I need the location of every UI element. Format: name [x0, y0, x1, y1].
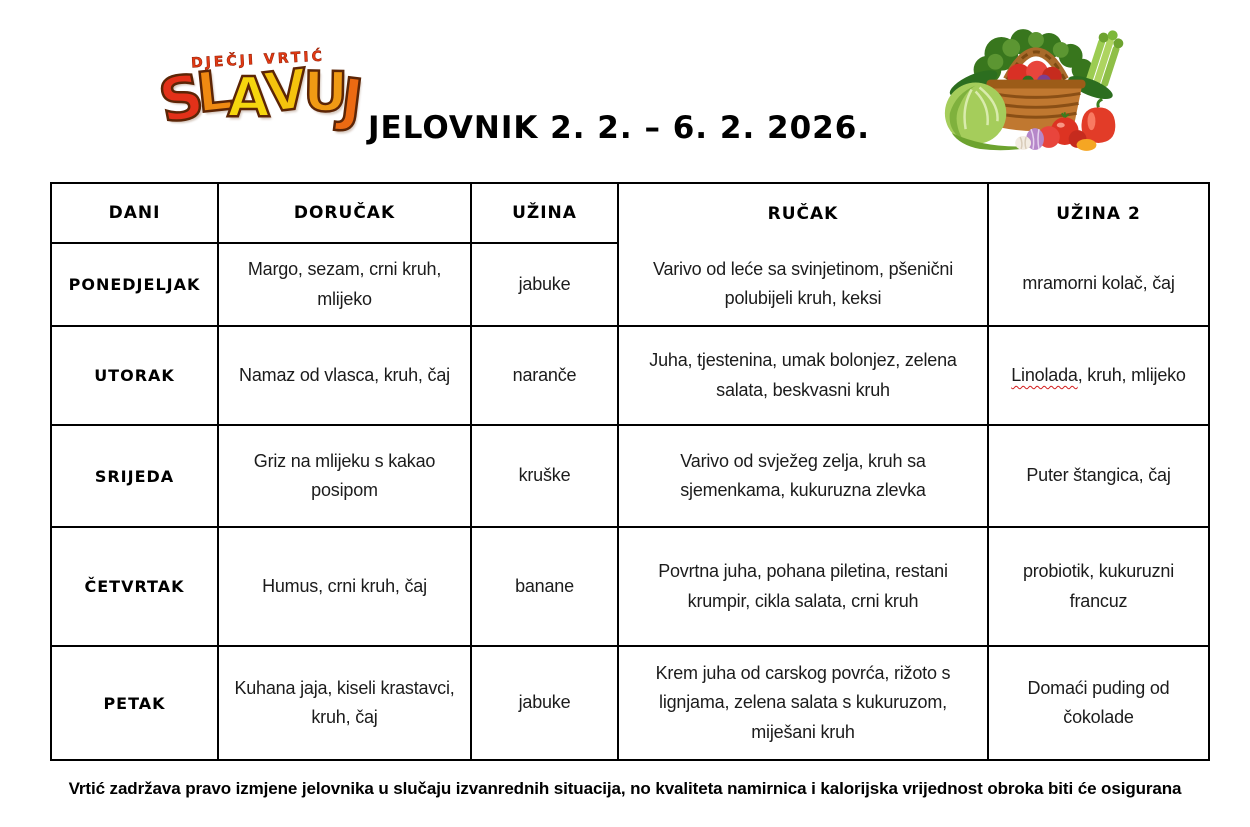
menu-cell-uzina2: Domaći puding od čokolade: [988, 646, 1209, 760]
menu-cell-dorucak: Margo, sezam, crni kruh, mlijeko: [218, 243, 471, 326]
menu-cell-uzina2: mramorni kolač, čaj: [988, 243, 1209, 326]
col-header-rucak: RUČAK: [618, 183, 988, 243]
logo-letter: A: [227, 65, 266, 130]
logo-letter: V: [261, 57, 307, 126]
day-label: UTORAK: [51, 326, 218, 425]
menu-cell-uzina2: probiotik, kukuruzni francuz: [988, 527, 1209, 646]
logo-letter: J: [337, 64, 362, 135]
logo-subtitle: DJEČJI VRTIĆ: [190, 48, 326, 72]
day-label: ČETVRTAK: [51, 527, 218, 646]
menu-cell-rucak: Juha, tjestenina, umak bolonjez, zelena salata, beskvasni kruh: [618, 326, 988, 425]
menu-cell-uzina: jabuke: [471, 646, 618, 760]
menu-cell-dorucak: Kuhana jaja, kiseli krastavci, kruh, čaj: [218, 646, 471, 760]
col-header-uzina: UŽINA: [471, 183, 618, 243]
menu-cell-uzina: naranče: [471, 326, 618, 425]
col-header-dorucak: DORUČAK: [218, 183, 471, 243]
table-row: [51, 243, 1209, 326]
menu-cell-rucak: Povrtna juha, pohana piletina, restani krumpir, cikla salata, crni kruh: [618, 527, 988, 646]
logo-letter: L: [193, 58, 231, 126]
menu-cell-dorucak: Namaz od vlasca, kruh, čaj: [218, 326, 471, 425]
menu-cell-dorucak: Humus, crni kruh, čaj: [218, 527, 471, 646]
vegetable-basket-image: [932, 22, 1140, 156]
col-header-uzina2: UŽINA 2: [988, 183, 1209, 243]
page-title: JELOVNIK 2. 2. – 6. 2. 2026.: [368, 110, 871, 146]
menu-cell-uzina2: Linolada, kruh, mlijeko: [988, 326, 1209, 425]
footer-note: Vrtić zadržava pravo izmjene jelovnika u slučaju izvanrednih situacija, no kvaliteta namirnica i kalorijska vrijednost obroka biti će osigurana: [68, 779, 1182, 798]
table-row: [51, 646, 1209, 760]
day-label: PONEDJELJAK: [51, 243, 218, 326]
day-label: SRIJEDA: [51, 425, 218, 527]
col-header-dani: DANI: [51, 183, 218, 243]
logo-wordmark: [149, 57, 369, 138]
menu-cell-rucak: Krem juha od carskog povrća, rižoto s lignjama, zelena salata s kukuruzom, miješani kruh: [618, 646, 988, 760]
menu-table: [50, 182, 1210, 761]
menu-cell-rucak: Varivo od leće sa svinjetinom, pšenični polubijeli kruh, keksi: [618, 243, 988, 326]
menu-cell-uzina: jabuke: [471, 243, 618, 326]
menu-cell-uzina2: Puter štangica, čaj: [988, 425, 1209, 527]
logo-letter: U: [302, 59, 344, 125]
table-row: [51, 527, 1209, 646]
table-row: [51, 425, 1209, 527]
menu-cell-dorucak: Griz na mlijeku s kakao posipom: [218, 425, 471, 527]
menu-cell-uzina: banane: [471, 527, 618, 646]
menu-cell-rucak: Varivo od svježeg zelja, kruh sa sjemenkama, kukuruzna zlevka: [618, 425, 988, 527]
misspelled-word: Linolada: [1011, 364, 1078, 385]
header-row: [51, 183, 1209, 243]
day-label: PETAK: [51, 646, 218, 760]
table-row: [51, 326, 1209, 425]
kindergarten-logo: [149, 48, 369, 138]
logo-letter: S: [153, 61, 205, 138]
menu-cell-uzina: kruške: [471, 425, 618, 527]
